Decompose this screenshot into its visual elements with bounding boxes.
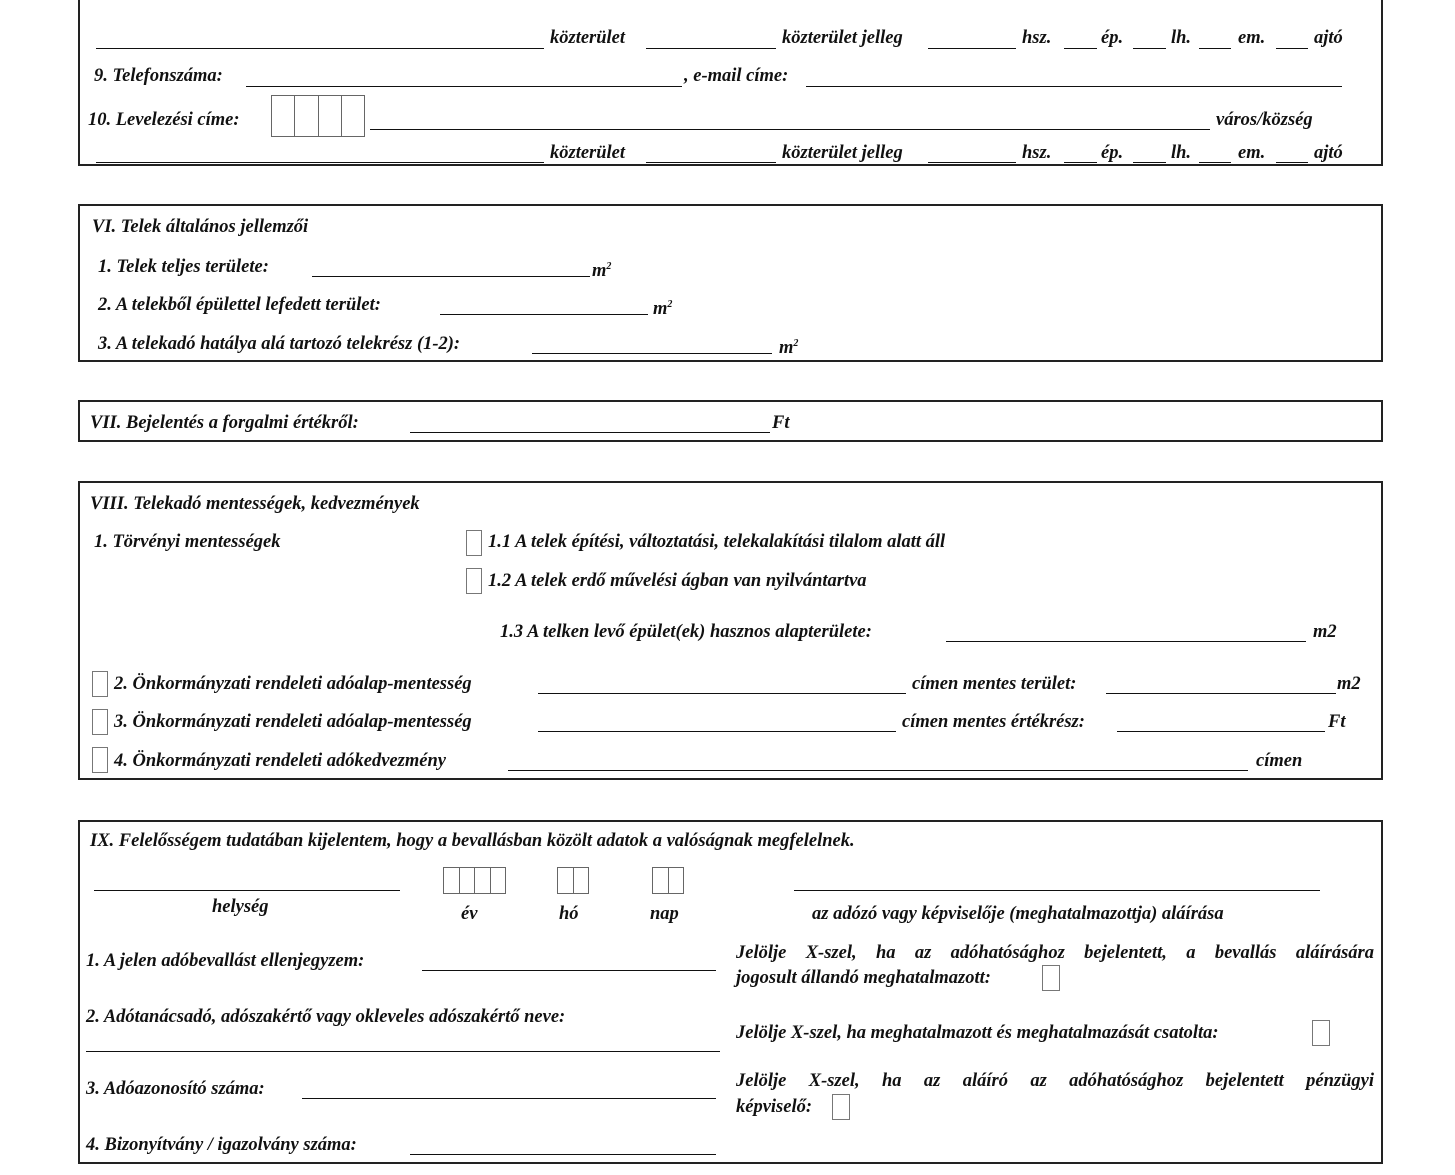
market-value-unit: Ft: [772, 413, 790, 433]
exemption-1-2-label: 1.2 A telek erdő művelési ágban van nyilvántartva: [488, 571, 867, 591]
em-field-2[interactable]: [1276, 162, 1308, 163]
ep-label: ép.: [1101, 28, 1124, 48]
hsz-field[interactable]: [1064, 48, 1097, 49]
lh-label: lh.: [1171, 28, 1192, 48]
varos-kozseg-label: város/község: [1216, 110, 1313, 130]
local-exemption-2-mid-label: címen mentes terület:: [912, 674, 1077, 694]
financial-rep-text-2: képviselő:: [736, 1097, 813, 1117]
exemption-1-3-unit: m2: [1313, 622, 1337, 642]
built-area-label: 2. A telekből épülettel lefedett terület:: [98, 295, 381, 315]
attached-proxy-text: Jelölje X-szel, ha meghatalmazott és meghatalmazását csatolta:: [736, 1023, 1219, 1043]
statutory-exemptions-label: 1. Törvényi mentességek: [94, 532, 281, 552]
attached-proxy-checkbox[interactable]: [1312, 1020, 1330, 1046]
local-exemption-2-label: 2. Önkormányzati rendeleti adóalap-mentesség: [114, 674, 472, 694]
month-label: hó: [559, 904, 579, 924]
local-exemption-3-value-field[interactable]: [1117, 731, 1325, 732]
local-exemption-3-unit: Ft: [1328, 712, 1346, 732]
street-type-field-2[interactable]: [928, 162, 1016, 163]
local-exemption-2-checkbox[interactable]: [92, 671, 108, 697]
tax-id-field[interactable]: [302, 1098, 716, 1099]
lh-field-2[interactable]: [1199, 162, 1231, 163]
local-exemption-3-address-field[interactable]: [538, 731, 896, 732]
day-cells[interactable]: [652, 867, 684, 894]
exemption-1-3-field[interactable]: [946, 641, 1306, 642]
section-vi-title: VI. Telek általános jellemzői: [92, 217, 309, 237]
phone-label: 9. Telefonszáma:: [94, 66, 223, 86]
day-label: nap: [650, 904, 679, 924]
street-field[interactable]: [646, 48, 776, 49]
built-area-field[interactable]: [440, 314, 648, 315]
street-name-field[interactable]: [96, 48, 544, 49]
hsz-label-2: hsz.: [1022, 143, 1052, 163]
market-value-label: VII. Bejelentés a forgalmi értékről:: [90, 413, 359, 433]
street-name-field-2[interactable]: [96, 162, 544, 163]
section-ix-box: [78, 820, 1383, 1164]
street-type-field[interactable]: [928, 48, 1016, 49]
countersign-field[interactable]: [422, 970, 716, 971]
section-viii-title: VIII. Telekadó mentességek, kedvezmények: [90, 494, 420, 514]
exemption-1-1-checkbox[interactable]: [466, 530, 482, 556]
countersign-label: 1. A jelen adóbevallást ellenjegyzem:: [86, 951, 365, 971]
em-label: em.: [1238, 28, 1266, 48]
market-value-field[interactable]: [410, 432, 770, 433]
exemption-1-1-label: 1.1 A telek építési, változtatási, telekalakítási tilalom alatt áll: [488, 532, 946, 552]
street-field-2[interactable]: [646, 162, 776, 163]
phone-field[interactable]: [246, 86, 682, 87]
local-exemption-3-mid-label: címen mentes értékrész:: [902, 712, 1085, 732]
exemption-1-3-label: 1.3 A telken levő épület(ek) hasznos alapterülete:: [500, 622, 872, 642]
place-field[interactable]: [94, 890, 400, 891]
exemption-1-2-checkbox[interactable]: [466, 568, 482, 594]
city-field[interactable]: [370, 129, 1210, 130]
local-exemption-3-checkbox[interactable]: [92, 709, 108, 735]
permanent-proxy-checkbox[interactable]: [1042, 965, 1060, 991]
permanent-proxy-text-2: jogosult állandó meghatalmazott:: [736, 968, 991, 988]
ep-field[interactable]: [1133, 48, 1166, 49]
month-cells[interactable]: [557, 867, 589, 894]
kozterulet-label: közterület: [550, 28, 626, 48]
plot-total-area-unit: $m^2$: [592, 261, 612, 282]
lh-field[interactable]: [1199, 48, 1231, 49]
ajto-label: ajtó: [1314, 28, 1343, 48]
local-exemption-2-address-field[interactable]: [538, 693, 906, 694]
kozterulet-jelleg-label: közterület jelleg: [782, 28, 903, 48]
section-ix-title: IX. Felelősségem tudatában kijelentem, hogy a bevallásban közölt adatok a valóságnak megfelelnek.: [90, 831, 855, 851]
email-label: , e-mail címe:: [684, 66, 789, 86]
signature-label: az adózó vagy képviselője (meghatalmazottja) aláírása: [812, 904, 1224, 924]
lh-label-2: lh.: [1171, 143, 1192, 163]
built-area-unit: $m^2$: [653, 299, 673, 320]
em-field[interactable]: [1276, 48, 1308, 49]
ep-label-2: ép.: [1101, 143, 1124, 163]
email-field[interactable]: [806, 86, 1342, 87]
plot-total-area-field[interactable]: [312, 276, 590, 277]
signature-field[interactable]: [794, 890, 1320, 891]
tax-advisor-name-label: 2. Adótanácsadó, adószakértő vagy okleveles adószakértő neve:: [86, 1007, 566, 1027]
place-label: helység: [212, 897, 269, 917]
ep-field-2[interactable]: [1133, 162, 1166, 163]
hsz-field-2[interactable]: [1064, 162, 1097, 163]
certificate-number-label: 4. Bizonyítvány / igazolvány száma:: [86, 1135, 357, 1155]
certificate-number-field[interactable]: [410, 1154, 716, 1155]
local-exemption-3-label: 3. Önkormányzati rendeleti adóalap-mentesség: [114, 712, 472, 732]
taxable-area-unit: $m^2$: [779, 338, 799, 359]
year-cells[interactable]: [443, 867, 506, 894]
tax-advisor-name-field[interactable]: [86, 1051, 720, 1052]
mailing-address-label: 10. Levelezési címe:: [88, 110, 240, 130]
local-discount-4-end-label: címen: [1256, 751, 1303, 771]
taxable-area-label: 3. A telekadó hatálya alá tartozó telekrész (1-2):: [98, 334, 461, 354]
plot-total-area-label: 1. Telek teljes területe:: [98, 257, 269, 277]
local-discount-4-address-field[interactable]: [508, 770, 1248, 771]
year-label: év: [461, 904, 478, 924]
em-label-2: em.: [1238, 143, 1266, 163]
local-discount-4-checkbox[interactable]: [92, 747, 108, 773]
local-discount-4-label: 4. Önkormányzati rendeleti adókedvezmény: [114, 751, 446, 771]
permanent-proxy-text: Jelölje X-szel, ha az adóhatósághoz bejelentett, a bevallás aláírására: [736, 943, 1374, 963]
financial-rep-checkbox[interactable]: [832, 1094, 850, 1120]
kozterulet-jelleg-label-2: közterület jelleg: [782, 143, 903, 163]
financial-rep-text: Jelölje X-szel, ha az aláíró az adóhatósághoz bejelentett pénzügyi: [736, 1071, 1374, 1091]
local-exemption-2-area-field[interactable]: [1106, 693, 1336, 694]
kozterulet-label-2: közterület: [550, 143, 626, 163]
postal-code-cells[interactable]: [271, 95, 365, 137]
hsz-label: hsz.: [1022, 28, 1052, 48]
local-exemption-2-unit: m2: [1337, 674, 1361, 694]
tax-id-label: 3. Adóazonosító száma:: [86, 1079, 265, 1099]
ajto-label-2: ajtó: [1314, 143, 1343, 163]
taxable-area-field[interactable]: [532, 353, 772, 354]
